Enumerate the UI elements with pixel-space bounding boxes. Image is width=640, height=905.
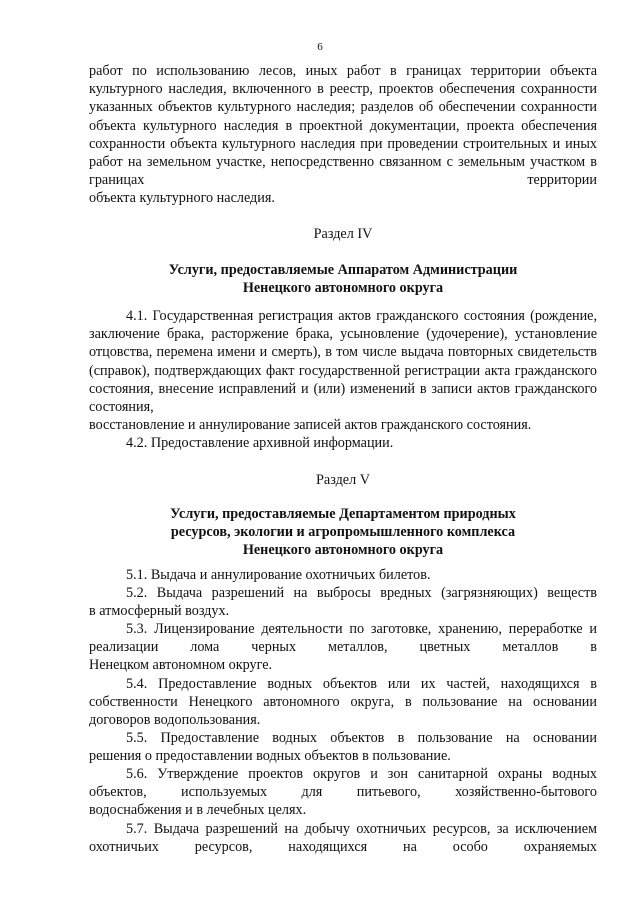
text-line: Ненецком автономном округе. <box>89 657 273 673</box>
text-line: государственной регистрации акта гражданского состояния, внесение <box>89 362 598 397</box>
page-number: 6 <box>317 41 323 53</box>
text-line: 5.3. Лицензирование деятельности по заготовке, хранению, <box>126 621 502 637</box>
continuation-paragraph-end <box>89 189 597 207</box>
item-5-7 <box>89 820 597 856</box>
text-line: собственности Ненецкого автономного округа, в пользование на основании <box>89 694 597 711</box>
title-line: Ненецкого автономного округа <box>242 280 444 297</box>
item-5-2 <box>89 584 597 602</box>
item-5-5 <box>89 729 597 747</box>
text-line: 5.5. Предоставление водных объектов в пользование на основании <box>126 730 597 746</box>
text-line: (рождение, заключение брака, расторжение брака, усыновление <box>89 308 598 343</box>
text-line: 4.1. Государственная регистрация актов гражданского состояния <box>126 308 525 324</box>
item-5-3 <box>89 620 597 656</box>
text-line: объектов, используемых для питьевого, хозяйственно-бытового <box>89 784 597 801</box>
title-line: ресурсов, экологии и агропромышленного комплекса <box>170 524 516 541</box>
section-v-heading: Раздел V <box>316 472 370 488</box>
text-line: работ по использованию лесов, иных работ в границах территории объекта <box>89 63 597 79</box>
text-line: восстановление и аннулирование записей актов гражданского состояния. <box>89 417 532 433</box>
item-5-6 <box>89 765 597 801</box>
item-5-6-end <box>89 801 597 819</box>
section-iv-title <box>89 261 597 297</box>
text-line: обеспечении сохранности объекта культурного наследия в проектной <box>89 99 597 134</box>
text-line: водоснабжения и в лечебных целях. <box>89 802 307 818</box>
text-line: 5.1. Выдача и аннулирование охотничьих билетов. <box>126 567 431 583</box>
title-line: Ненецкого автономного округа <box>242 542 444 559</box>
text-line: 5.7. Выдача разрешений на добычу охотничьих ресурсов, за <box>126 821 509 837</box>
text-line: исправлений и (или) изменений в записи актов гражданского состояния, <box>89 380 598 416</box>
text-line: договоров водопользования. <box>89 712 261 728</box>
text-line: документации, проекта обеспечения сохранности объекта культурного <box>89 117 598 152</box>
continuation-paragraph <box>89 62 597 189</box>
item-5-4-end <box>89 711 597 729</box>
text-line: непосредственно связанном с земельным участком в границах территории <box>89 154 597 189</box>
item-5-2-end <box>89 602 597 620</box>
item-4-1-end <box>89 416 597 434</box>
item-5-4 <box>89 675 597 711</box>
item-5-5-end <box>89 747 597 765</box>
text-line: числе выдача повторных свидетельств (справок), подтверждающих факт <box>89 344 598 379</box>
text-line: культурного наследия, включенного в реестр, проектов обеспечения <box>89 81 515 98</box>
item-4-2 <box>89 434 597 452</box>
text-line: сохранности указанных объектов культурного наследия; разделов об <box>89 81 597 116</box>
text-line: наследия при проведении строительных и иных работ на земельном участке, <box>89 135 597 171</box>
title-line: Услуги, предоставляемые Аппаратом Администрации <box>168 262 518 278</box>
text-line: 5.6. Утверждение проектов округов и зон санитарной охраны водных <box>126 766 597 782</box>
item-4-1 <box>89 307 597 416</box>
text-line: объекта культурного наследия. <box>89 190 275 206</box>
text-line: 4.2. Предоставление архивной информации. <box>126 435 394 451</box>
section-iv-heading: Раздел IV <box>313 226 373 242</box>
text-line: (удочерение), установление отцовства, перемена имени и смерть), в том <box>89 326 598 361</box>
text-line: 5.4. Предоставление водных объектов или их частей, находящихся в <box>126 676 597 692</box>
text-line: в атмосферный воздух. <box>89 603 230 619</box>
text-line: решения о предоставлении водных объектов в пользование. <box>89 748 451 764</box>
section-v-title <box>89 505 597 560</box>
text-line: исключением охотничьих ресурсов, находящихся на особо охраняемых <box>89 821 597 856</box>
item-5-3-end <box>89 656 597 674</box>
text-line: 5.2. Выдача разрешений на выбросы вредных (загрязняющих) веществ <box>126 585 597 601</box>
title-line: Услуги, предоставляемые Департаментом природных <box>170 506 516 522</box>
item-5-1 <box>89 566 597 584</box>
text-line: переработке и реализации лома черных металлов, цветных металлов в <box>89 621 597 656</box>
